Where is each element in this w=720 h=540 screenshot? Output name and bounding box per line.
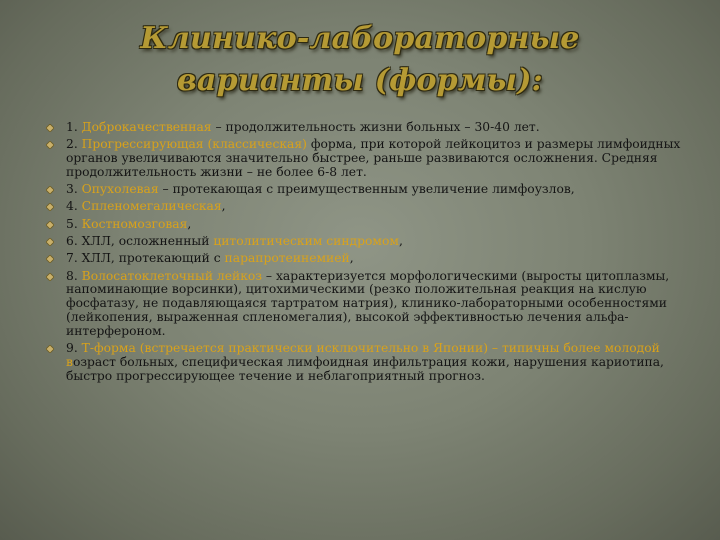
item-text: – продолжительность жизни больных – 30-40 лет. bbox=[211, 120, 540, 134]
list-item bbox=[46, 252, 696, 266]
slide-title-line-2: варианты (формы): bbox=[177, 63, 543, 98]
item-text: – протекающая с преимущественным увеличение лимфоузлов, bbox=[158, 182, 575, 197]
item-highlight: цитолитическим синдромом bbox=[213, 234, 399, 249]
diamond-bullet-icon bbox=[46, 186, 54, 194]
item-text: , bbox=[221, 199, 226, 214]
slide-title bbox=[0, 18, 720, 102]
diamond-bullet-icon bbox=[46, 273, 54, 281]
diamond-bullet-icon bbox=[46, 203, 54, 211]
list-item bbox=[46, 200, 696, 214]
list-item bbox=[46, 342, 696, 383]
variants-list bbox=[46, 121, 696, 387]
item-highlight: Волосатоклеточный лейкоз bbox=[81, 268, 263, 283]
item-number: 8. bbox=[66, 268, 82, 283]
item-text: , bbox=[349, 251, 354, 266]
item-number: 5. bbox=[66, 216, 82, 231]
diamond-bullet-icon bbox=[46, 221, 54, 229]
diamond-bullet-icon bbox=[46, 124, 54, 132]
list-item bbox=[46, 218, 696, 232]
item-text: , bbox=[398, 234, 403, 249]
item-number: 4. bbox=[66, 199, 82, 214]
diamond-bullet-icon bbox=[46, 238, 54, 246]
item-highlight: Доброкачественная bbox=[81, 120, 212, 134]
item-highlight: Опухолевая bbox=[81, 182, 159, 197]
list-item bbox=[46, 138, 696, 179]
item-highlight: Спленомегалическая bbox=[81, 199, 222, 214]
item-highlight: Костномозговая bbox=[81, 216, 188, 231]
diamond-bullet-icon bbox=[46, 255, 54, 263]
item-text: форма, при которой лейкоцитоз и размеры лимфоидных органов увеличиваются значительно быстрее, раньше развиваются осложнения. Средняя продолжительность жизни – не более 6-8 лет. bbox=[66, 137, 681, 179]
item-text: озраст больных, специфическая лимфоидная инфильтрация кожи, нарушения кариотипа, быстро прогрессирующее течение и неблагоприятный прогноз. bbox=[66, 354, 664, 383]
item-number: 6. ХЛЛ, осложненный bbox=[66, 234, 214, 249]
item-highlight: Т-форма (встречается практически исключительно в Японии) – типичны более молодой в bbox=[66, 341, 660, 369]
item-number: 9. bbox=[66, 341, 82, 356]
item-number: 1. bbox=[66, 120, 82, 134]
item-number: 2. bbox=[66, 137, 82, 152]
list-item bbox=[46, 270, 696, 339]
item-highlight: парапротеинемией bbox=[224, 251, 350, 266]
diamond-bullet-icon bbox=[46, 345, 54, 353]
item-text: , bbox=[187, 216, 192, 231]
slide-title-line-1: Клинико-лабораторные bbox=[140, 21, 580, 56]
item-number: 3. bbox=[66, 182, 82, 197]
diamond-bullet-icon bbox=[46, 141, 54, 149]
item-text: – характеризуется морфологическими (выросты цитоплазмы, напоминающие ворсинки), цитохимическими (резко положительная реакция на кислую фосфатазу, не подавляющаяся тартратом натрия), клинико-лабораторными особенностями (лейкопения, выраженная спленомегалия), высокой эффективностью лечения альфа-интерфероном. bbox=[66, 268, 670, 338]
list-item bbox=[46, 183, 696, 197]
item-highlight: Прогрессирующая (классическая) bbox=[81, 137, 307, 152]
item-number: 7. ХЛЛ, протекающий с bbox=[66, 251, 225, 266]
list-item bbox=[46, 235, 696, 249]
list-item bbox=[46, 121, 696, 135]
